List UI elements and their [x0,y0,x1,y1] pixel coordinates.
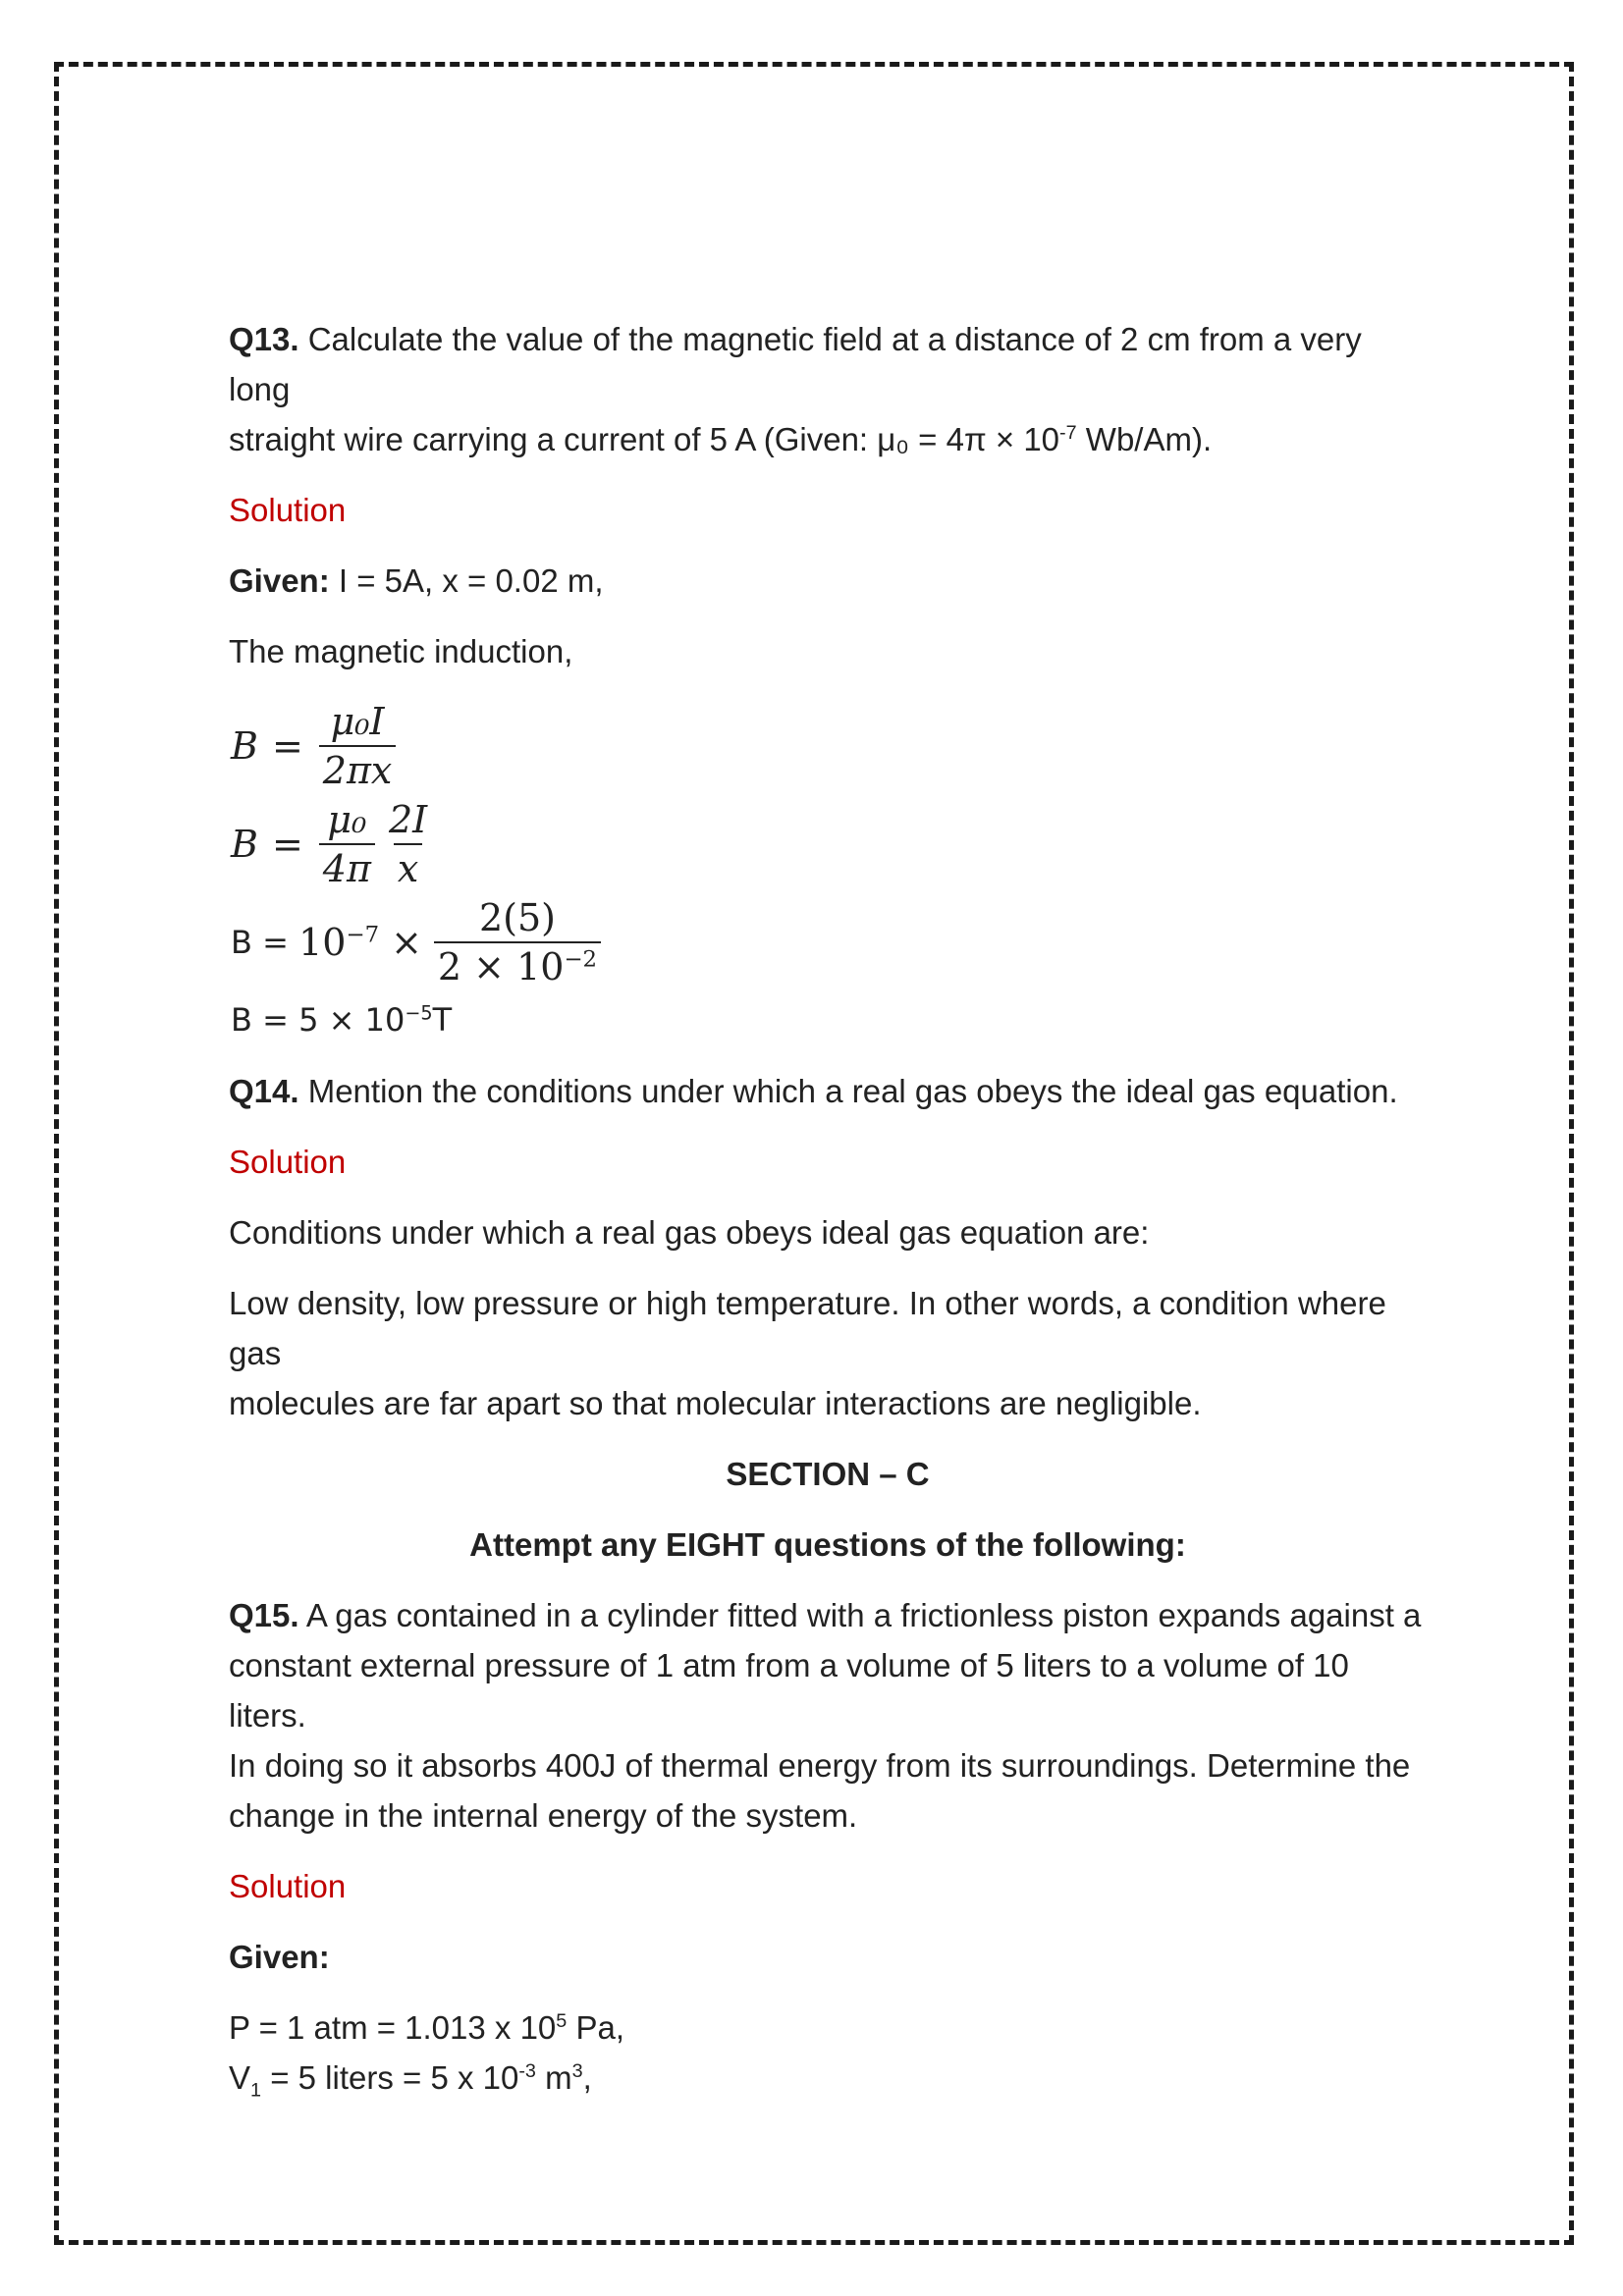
equation-2 [231,795,1427,893]
eq1-equals: = [271,723,303,768]
eq2-numerator-1: μ₀ [327,798,367,841]
eq3-base-value: 10 [298,920,347,964]
question-15-line2: constant external pressure of 1 atm from a volume of 5 liters to a volume of 10 liters. [229,1647,1349,1734]
eq3-denominator-exponent: −2 [564,946,598,973]
section-title: SECTION – C [726,1456,930,1492]
question-13 [229,314,1427,464]
eq2-denominator-1: 4π [319,843,375,888]
given-text-13: I = 5A, x = 0.02 m, [329,562,604,599]
eq1-numerator: μ₀I [330,700,385,743]
eq3-base [298,918,379,968]
eq3-lhs: B = [231,923,299,961]
eq1-lhs: B [231,723,258,768]
equation-3 [231,893,1427,991]
pressure-value [229,2009,624,2046]
solution-heading-13: Solution [229,492,347,528]
question-15-line1: A gas contained in a cylinder fitted with a frictionless piston expands against a [298,1597,1422,1633]
volume-exponent: -3 [518,2060,536,2082]
solution-heading-14: Solution [229,1144,347,1180]
section-instruction: Attempt any EIGHT questions of the following: [469,1526,1186,1563]
answer-14-line2a: Low density, low pressure or high temperature. In other words, a condition where gas [229,1285,1386,1371]
question-15-line4: change in the internal energy of the system. [229,1797,858,1834]
eq4-text: B = 5 × 10 [231,1001,406,1039]
volume-comma: , [582,2059,592,2096]
eq4-exponent: −5 [405,1001,433,1025]
eq3-fraction [434,898,601,987]
eq3-numerator: 2(5) [478,896,556,939]
given-label-13: Given: [229,562,330,599]
eq2-fraction-2 [385,800,431,888]
eq3-denominator [434,941,601,987]
equation-1 [231,697,1427,795]
eq3-denominator-base: 2 × 10 [437,945,565,988]
question-15-label: Q15. [229,1597,299,1633]
question-14-text: Mention the conditions under which a real gas obeys the ideal gas equation. [298,1073,1398,1109]
volume-subscript: 1 [250,2079,262,2102]
question-13-exponent: -7 [1059,422,1077,444]
pressure-exponent: 5 [556,2010,568,2032]
eq3-exponent: −7 [346,921,380,947]
volume-text: = 5 liters = 5 x 10 [261,2059,519,2096]
question-14-label: Q14. [229,1073,299,1109]
eq4-unit: T [432,1001,453,1039]
volume-value [229,2059,592,2102]
eq2-denominator-2: x [394,843,422,888]
question-13-text-line1: Calculate the value of the magnetic field at a distance of 2 cm from a very long [229,321,1362,407]
eq2-lhs: B [231,822,258,866]
eq2-equals: = [271,822,303,866]
pressure-text: P = 1 atm = 1.013 x 10 [229,2009,557,2046]
eq1-denominator: 2πx [319,745,397,790]
answer-14-line2b: molecules are far apart so that molecular interactions are negligible. [229,1385,1202,1421]
magnetic-induction-intro: The magnetic induction, [229,633,573,669]
volume-unit: m [535,2059,572,2096]
given-label-15: Given: [229,1939,330,1975]
answer-14-line1: Conditions under which a real gas obeys ideal gas equation are: [229,1214,1150,1251]
volume-unit-exponent: 3 [571,2060,583,2082]
eq2-fraction-1 [319,800,375,888]
question-15 [229,1590,1427,1841]
equation-4 [231,995,1427,1045]
eq2-numerator-2: 2I [388,798,428,841]
pressure-unit: Pa, [567,2009,625,2046]
question-13-text-line2-b: Wb/Am). [1076,421,1213,457]
question-13-text-line2-a: straight wire carrying a current of 5 A (Given: μ₀ = 4π × 10 [229,421,1060,457]
eq3-times: × [391,920,422,964]
question-14 [229,1066,1427,1116]
question-13-label: Q13. [229,321,299,357]
solution-heading-15: Solution [229,1868,347,1904]
eq1-fraction [319,702,397,790]
given-values-15 [229,2002,1427,2103]
question-15-line3: In doing so it absorbs 400J of thermal energy from its surroundings. Determine the [229,1747,1411,1784]
volume-symbol: V [229,2059,251,2096]
page-content [229,314,1427,2123]
answer-14-line2 [229,1278,1427,1428]
given-13 [229,556,1427,606]
